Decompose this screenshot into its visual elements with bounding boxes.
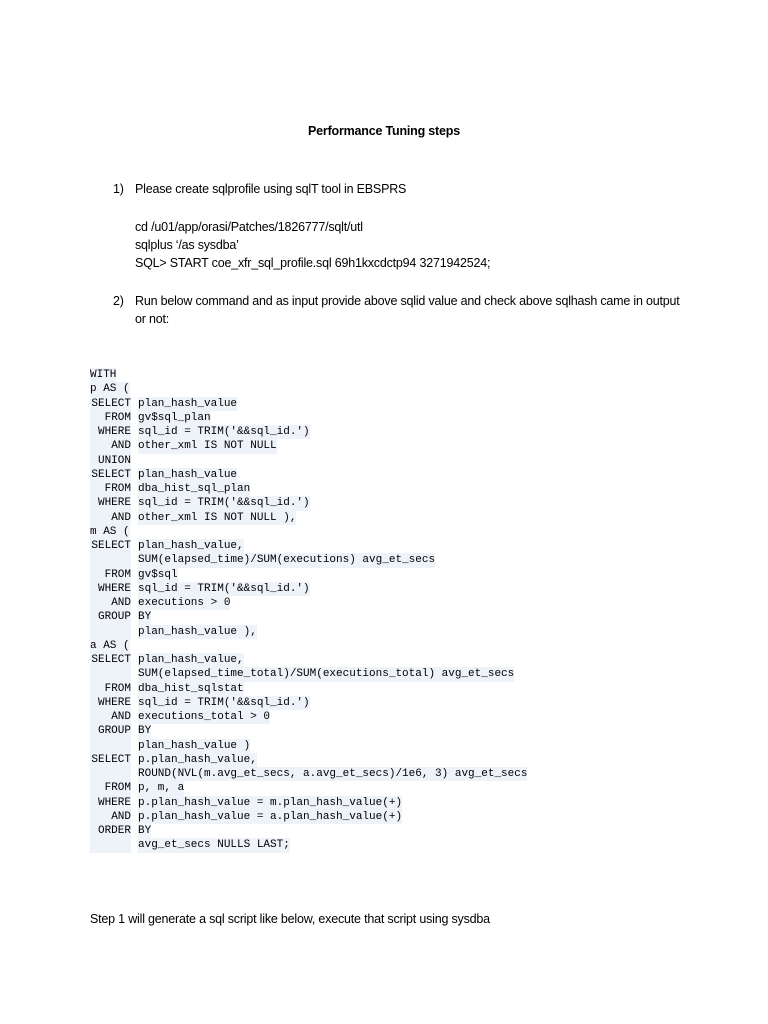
sql-line	[90, 439, 527, 453]
sql-line	[90, 596, 527, 610]
step-1-number: 1)	[113, 182, 124, 196]
sql-keyword: p AS (	[90, 383, 130, 396]
sql-clause: plan_hash_value,	[138, 654, 244, 666]
sql-line	[90, 838, 527, 852]
sql-keyword: FROM	[90, 781, 131, 795]
sql-line	[90, 382, 527, 396]
sql-keyword: WHERE	[90, 696, 131, 710]
sql-clause: p.plan_hash_value,	[138, 753, 257, 766]
sql-clause: sql_id = TRIM('&&sql_id.')	[138, 497, 310, 510]
sql-gap	[131, 781, 138, 795]
sql-clause: BY	[138, 825, 152, 837]
sql-clause: p.plan_hash_value = a.plan_hash_value(+)	[138, 810, 403, 823]
sql-keyword: WHERE	[90, 796, 131, 810]
sql-line	[90, 739, 527, 753]
sql-clause: dba_hist_sql_plan	[138, 483, 251, 495]
step-2-text: Run below command and as input provide above sqlid value and check above sqlhash came in output or not:	[135, 294, 680, 326]
step-2	[113, 292, 693, 328]
sql-clause: plan_hash_value ),	[138, 625, 257, 638]
sql-keyword: SELECT	[91, 540, 131, 552]
sql-gap	[131, 439, 138, 453]
sql-clause: p.plan_hash_value = m.plan_hash_value(+)	[138, 796, 403, 809]
sql-clause: sql_id = TRIM('&&sql_id.')	[138, 582, 310, 595]
sql-gap	[131, 454, 138, 468]
sql-gap	[131, 739, 138, 753]
sql-gap	[131, 710, 138, 724]
sql-keyword	[90, 667, 131, 681]
sql-keyword: a AS (	[90, 639, 130, 652]
sql-keyword: WHERE	[90, 496, 131, 510]
sql-gap	[131, 511, 138, 525]
sql-keyword: GROUP	[90, 610, 131, 624]
sql-keyword: GROUP	[90, 724, 131, 738]
sql-gap	[131, 838, 138, 852]
sql-keyword: UNION	[90, 454, 131, 468]
sql-keyword: AND	[90, 596, 131, 610]
sql-line	[90, 781, 527, 795]
command-line: SQL> START coe_xfr_sql_profile.sql 69h1kxcdctp94 3271942524;	[135, 256, 491, 270]
sql-clause: sql_id = TRIM('&&sql_id.')	[138, 426, 310, 438]
sql-code-block	[90, 368, 527, 853]
command-block	[135, 218, 490, 272]
sql-gap	[131, 425, 138, 439]
sql-gap	[131, 724, 138, 738]
sql-line	[90, 710, 527, 724]
sql-line	[90, 496, 527, 510]
sql-gap	[131, 653, 138, 667]
step-1-text: Please create sqlprofile using sqlT tool in EBSPRS	[135, 182, 407, 196]
sql-keyword	[90, 553, 131, 567]
sql-gap	[131, 568, 138, 582]
command-line: cd /u01/app/orasi/Patches/1826777/sqlt/utl	[135, 220, 363, 234]
sql-clause: executions > 0	[138, 597, 231, 609]
sql-gap	[131, 824, 138, 838]
sql-keyword: WHERE	[90, 425, 131, 439]
sql-line	[90, 582, 527, 596]
sql-clause: plan_hash_value	[138, 397, 238, 410]
sql-line	[90, 625, 527, 639]
sql-clause: plan_hash_value )	[138, 739, 251, 752]
sql-line	[90, 796, 527, 810]
sql-line	[90, 696, 527, 710]
step-1	[113, 180, 693, 198]
sql-line	[90, 667, 527, 681]
command-line: sqlplus ‘/as sysdba’	[135, 238, 239, 252]
sql-keyword	[90, 739, 131, 753]
sql-keyword: SELECT	[91, 397, 131, 410]
sql-clause: ROUND(NVL(m.avg_et_secs, a.avg_et_secs)/1e6, 3) avg_et_secs	[138, 768, 528, 780]
sql-clause: dba_hist_sqlstat	[138, 682, 244, 695]
sql-line	[90, 411, 527, 425]
sql-clause: SUM(elapsed_time_total)/SUM(executions_total) avg_et_secs	[138, 668, 515, 681]
sql-keyword: FROM	[90, 682, 131, 696]
sql-clause: p, m, a	[138, 782, 185, 795]
sql-gap	[131, 610, 138, 624]
sql-keyword: FROM	[90, 411, 131, 425]
sql-line	[90, 639, 527, 653]
sql-line	[90, 682, 527, 696]
sql-line	[90, 753, 527, 767]
sql-keyword: SELECT	[91, 468, 131, 481]
sql-gap	[131, 397, 138, 411]
sql-keyword: AND	[90, 439, 131, 453]
sql-line	[90, 454, 527, 468]
sql-clause: BY	[138, 725, 152, 738]
sql-keyword	[90, 625, 131, 639]
sql-clause: executions_total > 0	[138, 711, 271, 723]
sql-gap	[131, 753, 138, 767]
sql-line	[90, 553, 527, 567]
sql-keyword: AND	[90, 511, 131, 525]
sql-line	[90, 824, 527, 838]
sql-line	[90, 653, 527, 667]
sql-gap	[131, 667, 138, 681]
sql-gap	[131, 411, 138, 425]
sql-line	[90, 525, 527, 539]
sql-gap	[131, 596, 138, 610]
sql-keyword	[90, 838, 131, 852]
sql-clause: plan_hash_value	[138, 468, 238, 481]
sql-clause: gv$sql	[138, 568, 178, 581]
sql-line	[90, 568, 527, 582]
sql-gap	[131, 625, 138, 639]
sql-clause: other_xml IS NOT NULL ),	[138, 511, 297, 524]
sql-gap	[131, 468, 138, 482]
sql-gap	[131, 539, 138, 553]
sql-line	[90, 368, 527, 382]
sql-clause: other_xml IS NOT NULL	[138, 440, 277, 453]
sql-line	[90, 767, 527, 781]
sql-keyword	[90, 767, 131, 781]
sql-gap	[131, 496, 138, 510]
sql-keyword: FROM	[90, 568, 131, 582]
sql-line	[90, 810, 527, 824]
sql-keyword: WITH	[90, 369, 117, 381]
sql-line	[90, 610, 527, 624]
sql-clause: BY	[138, 611, 152, 624]
sql-gap	[131, 696, 138, 710]
sql-gap	[131, 553, 138, 567]
sql-gap	[131, 582, 138, 596]
sql-gap	[131, 482, 138, 496]
sql-keyword: SELECT	[91, 654, 131, 666]
sql-clause: sql_id = TRIM('&&sql_id.')	[138, 696, 310, 709]
sql-line	[90, 511, 527, 525]
footer-paragraph: Step 1 will generate a sql script like below, execute that script using sysdba	[90, 912, 490, 926]
sql-gap	[131, 682, 138, 696]
step-2-number: 2)	[113, 294, 124, 308]
sql-line	[90, 425, 527, 439]
sql-line	[90, 539, 527, 553]
sql-keyword: SELECT	[91, 753, 131, 766]
sql-clause: avg_et_secs NULLS LAST;	[138, 839, 290, 852]
sql-gap	[131, 767, 138, 781]
sql-keyword: FROM	[90, 482, 131, 496]
sql-keyword: AND	[90, 710, 131, 724]
sql-keyword: WHERE	[90, 582, 131, 596]
sql-line	[90, 482, 527, 496]
sql-clause: plan_hash_value,	[138, 540, 244, 552]
sql-clause: gv$sql_plan	[138, 411, 211, 424]
sql-keyword: AND	[90, 810, 131, 824]
sql-clause: SUM(elapsed_time)/SUM(executions) avg_et_secs	[138, 554, 436, 567]
sql-line	[90, 468, 527, 482]
sql-line	[90, 724, 527, 738]
sql-keyword: ORDER	[90, 824, 131, 838]
sql-keyword: m AS (	[90, 525, 130, 538]
sql-gap	[131, 796, 138, 810]
sql-line	[90, 397, 527, 411]
sql-gap	[131, 810, 138, 824]
document-title: Performance Tuning steps	[308, 124, 460, 138]
